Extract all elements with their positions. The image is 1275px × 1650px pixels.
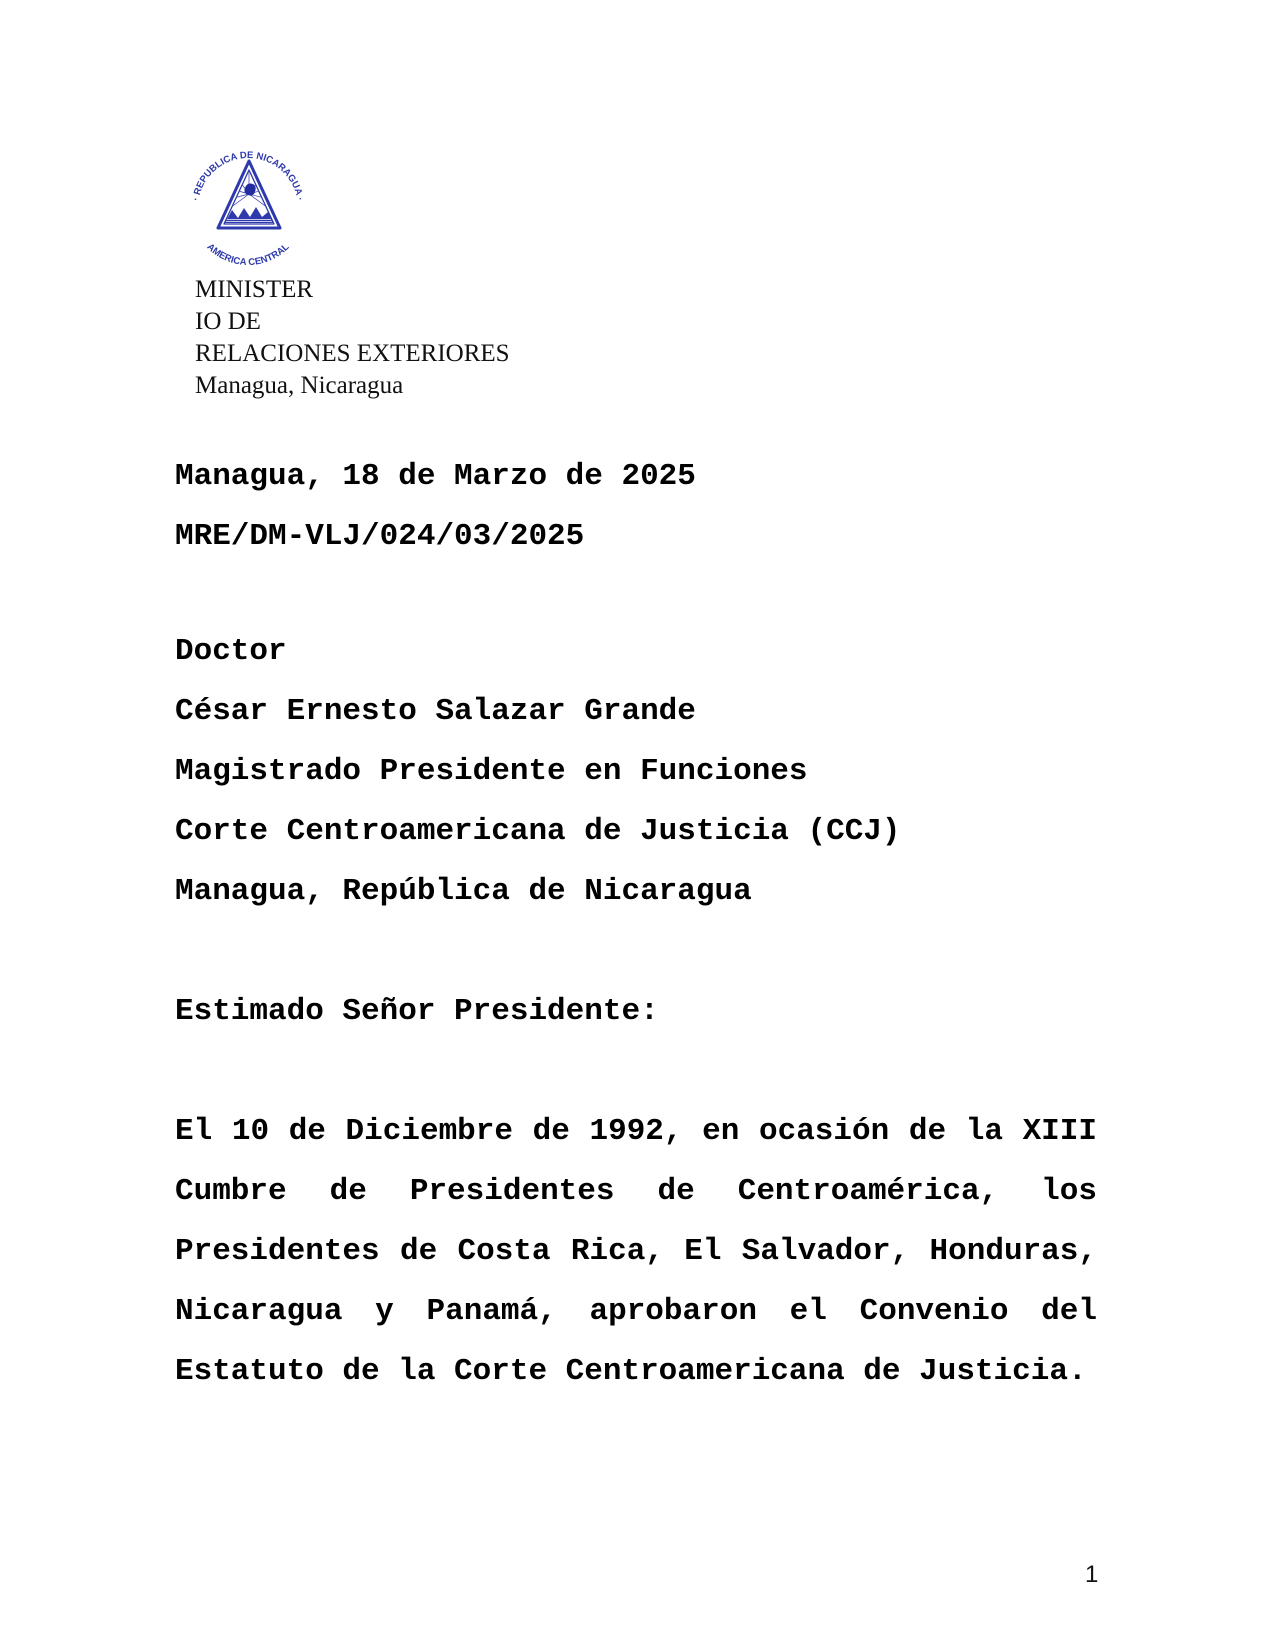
body-line: Cumbre de Presidentes de Centroamérica, los xyxy=(175,1174,1097,1209)
ministry-name-line-1: MINISTER xyxy=(195,276,314,303)
body-line: El 10 de Diciembre de 1992, en ocasión de la XIII xyxy=(175,1114,1097,1149)
seal-bottom-text: AMERICA CENTRAL xyxy=(204,241,292,269)
body-line: Estatuto de la Corte Centroamericana de Justicia. xyxy=(175,1354,1087,1389)
page-number: 1 xyxy=(1085,1561,1099,1588)
body-line: Nicaragua y Panamá, aprobaron el Convenio del xyxy=(175,1294,1097,1329)
recipient-organization: Corte Centroamericana de Justicia (CCJ) xyxy=(175,814,901,849)
seal-top-text: · REPUBLICA DE NICARAGUA · xyxy=(190,149,306,202)
letter-body xyxy=(175,447,1097,1402)
recipient-city: Managua, República de Nicaragua xyxy=(175,874,752,909)
body-paragraph xyxy=(175,1102,1097,1402)
recipient-salutation: Doctor xyxy=(175,634,287,669)
reference-number: MRE/DM-VLJ/024/03/2025 xyxy=(175,519,585,554)
ministry-name-line-3: RELACIONES EXTERIORES xyxy=(195,340,510,367)
recipient-block xyxy=(175,622,1097,922)
nicaragua-seal-icon xyxy=(186,146,310,270)
recipient-title: Magistrado Presidente en Funciones xyxy=(175,754,808,789)
body-line: Presidentes de Costa Rica, El Salvador, Honduras, xyxy=(175,1234,1097,1269)
letterhead xyxy=(195,274,510,402)
date-line: Managua, 18 de Marzo de 2025 xyxy=(175,459,696,494)
recipient-name: César Ernesto Salazar Grande xyxy=(175,694,696,729)
greeting: Estimado Señor Presidente: xyxy=(175,994,659,1029)
ministry-name-line-2: IO DE xyxy=(195,308,261,335)
ministry-location: Managua, Nicaragua xyxy=(195,372,404,399)
